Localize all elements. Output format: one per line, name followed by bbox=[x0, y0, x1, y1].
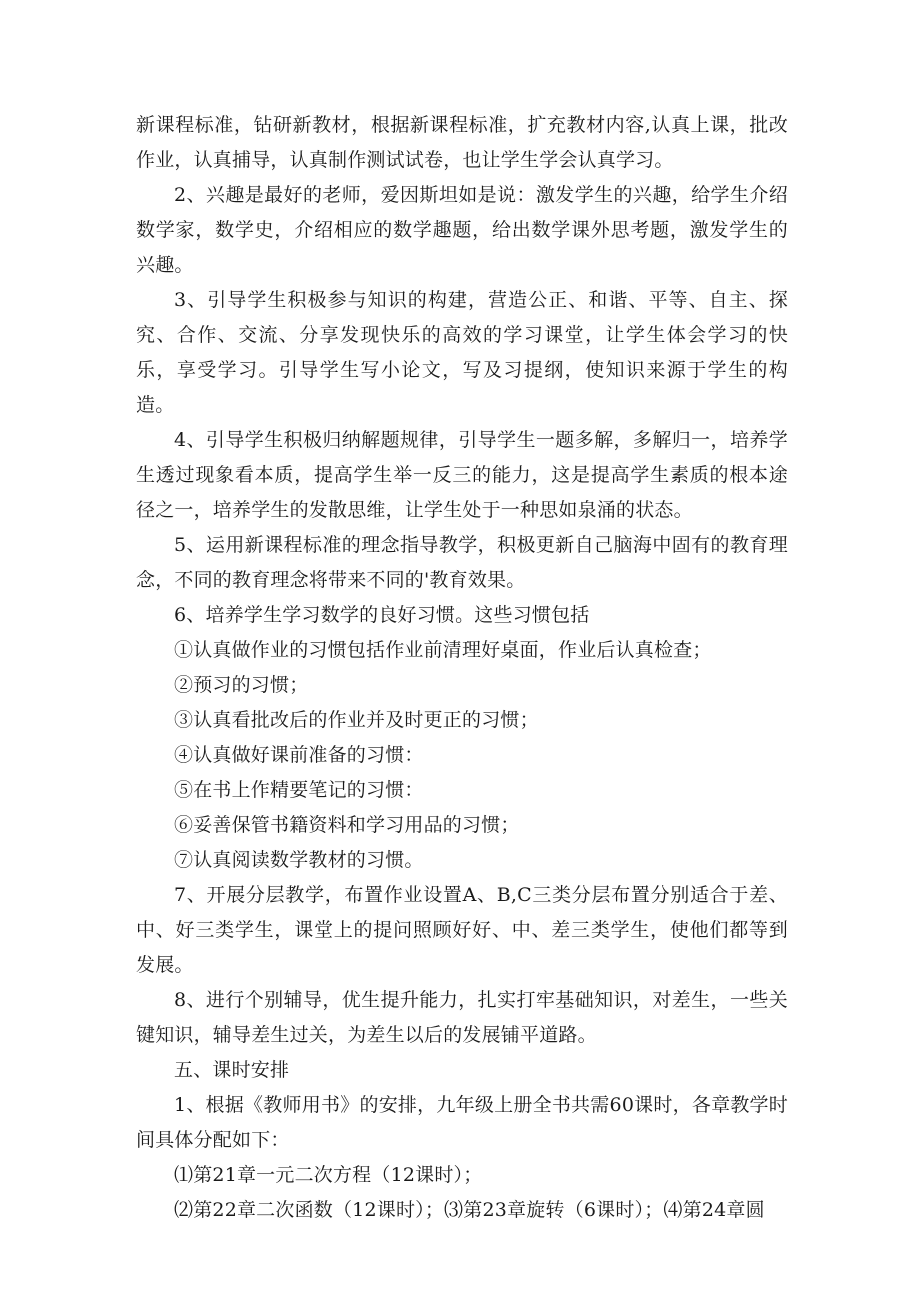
section-heading-schedule: 五、课时安排 bbox=[174, 1059, 290, 1081]
document-body bbox=[136, 108, 788, 1228]
habit-item-4: ④认真做好课前准备的习惯： bbox=[174, 744, 424, 766]
habit-item-6: ⑥妥善保管书籍资料和学习用品的习惯； bbox=[174, 814, 520, 836]
habit-item-3: ③认真看批改后的作业并及时更正的习惯； bbox=[174, 709, 539, 731]
paragraph-item-3-guide-construction: 3、引导学生积极参与知识的构建，营造公正、和谐、平等、自主、探究、合作、交流、分享发现快乐的高效的学习课堂，让学生体会学习的快乐，享受学习。引导学生写小论文，写及习提纲，使知识来源于学生的构造。 bbox=[136, 289, 788, 416]
paragraph-item-2-interest: 2、兴趣是最好的老师，爱因斯坦如是说：激发学生的兴趣，给学生介绍数学家，数学史，介绍相应的数学趣题，给出数学课外思考题，激发学生的兴趣。 bbox=[136, 184, 788, 276]
schedule-item-chapter-21: ⑴第21章一元二次方程（12课时）； bbox=[174, 1164, 483, 1186]
paragraph-item-7-tiered-teaching: 7、开展分层教学，布置作业设置A、B,C三类分层布置分别适合于差、中、好三类学生，课堂上的提问照顾好好、中、差三类学生，使他们都等到发展。 bbox=[136, 884, 788, 976]
paragraph-item-5-curriculum-philosophy: 5、运用新课程标准的理念指导教学，积极更新自己脑海中固有的教育理念，不同的教育理念将带来不同的'教育效果。 bbox=[136, 534, 788, 591]
habit-item-7: ⑦认真阅读数学教材的习惯。 bbox=[174, 849, 424, 871]
schedule-item-chapters-22-24: ⑵第22章二次函数（12课时）；⑶第23章旋转（6课时）；⑷第24章圆 bbox=[174, 1199, 765, 1221]
habit-item-2: ②预习的习惯； bbox=[174, 674, 309, 696]
habit-item-5: ⑤在书上作精要笔记的习惯： bbox=[174, 779, 424, 801]
habit-item-1: ①认真做作业的习惯包括作业前清理好桌面，作业后认真检查； bbox=[174, 639, 712, 661]
paragraph-item-8-tutoring: 8、进行个别辅导，优生提升能力，扎实打牢基础知识，对差生，一些关键知识，辅导差生过关，为差生以后的发展铺平道路。 bbox=[136, 989, 788, 1046]
paragraph-schedule-intro: 1、根据《教师用书》的安排，九年级上册全书共需60课时，各章教学时间具体分配如下： bbox=[136, 1094, 788, 1151]
paragraph-item-6-habits: 6、培养学生学习数学的良好习惯。这些习惯包括 bbox=[174, 604, 590, 626]
paragraph-continuation: 新课程标准，钻研新教材，根据新课程标准，扩充教材内容,认真上课，批改作业，认真捕导，认真制作测试试卷，也让学生学会认真学习。 bbox=[136, 114, 788, 171]
paragraph-item-4-problem-solving: 4、引导学生积极归纳解题规律，引导学生一题多解，多解归一，培养学生透过现象看本质，提高学生举一反三的能力，这是提高学生素质的根本途径之一，培养学生的发散思维，让学生处于一种思如泉涌的状态。 bbox=[136, 429, 788, 521]
